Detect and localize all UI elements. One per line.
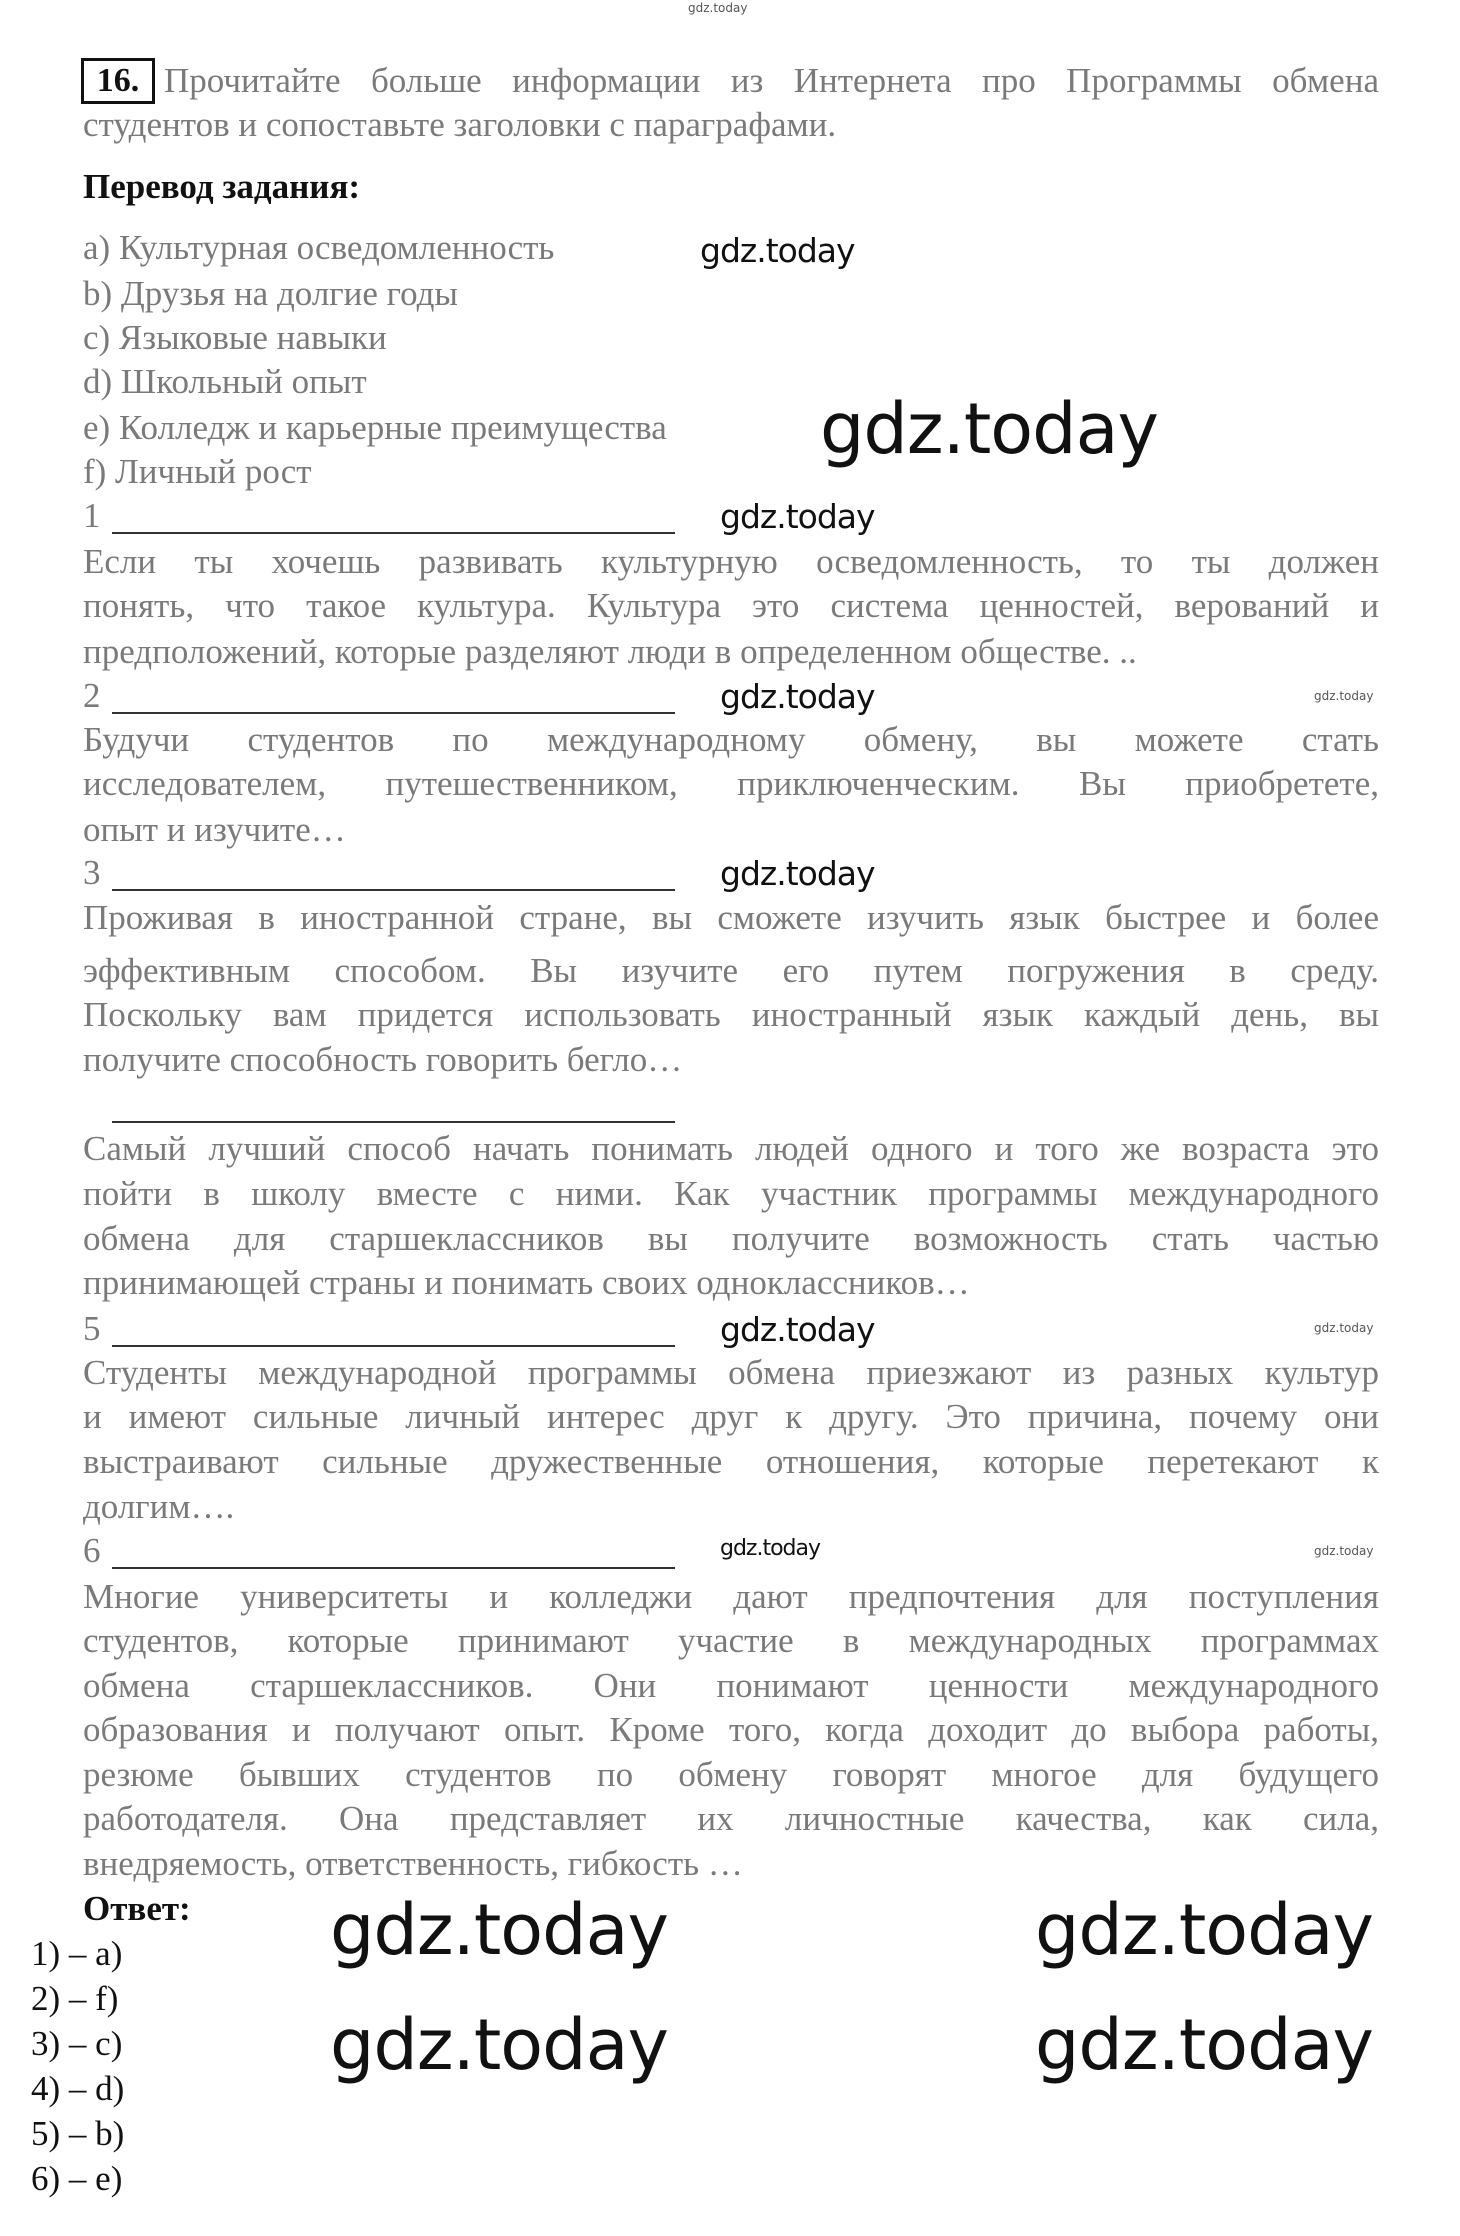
translation-heading: Перевод задания:: [83, 167, 361, 206]
heading-option: f) Личный рост: [83, 452, 312, 491]
heading-option: e) Колледж и карьерные преимущества: [83, 408, 667, 447]
paragraph-line: получите способность говорить бегло…: [83, 1040, 683, 1079]
paragraph-line: внедряемость, ответственность, гибкость …: [83, 1844, 743, 1883]
paragraph-line: опыт и изучите…: [83, 810, 346, 849]
watermark-logo: gdz.today: [720, 1536, 821, 1561]
watermark-logo: gdz.today: [1035, 2004, 1373, 2086]
paragraph-line: Поскольку вам придется использовать иностранный язык каждый день, вы: [83, 995, 1379, 1034]
watermark-logo: gdz.today: [330, 1889, 668, 1971]
task-number: 16.: [81, 58, 155, 104]
watermark-logo: gdz.today: [1314, 1321, 1374, 1335]
paragraph-number: 1: [83, 496, 101, 535]
answer-blank-line: [112, 889, 675, 891]
answer-blank-line: [112, 1121, 675, 1123]
answer-blank-line: [112, 712, 675, 714]
paragraph-line: работодателя. Она представляет их личностные качества, как сила,: [83, 1799, 1379, 1838]
paragraph-line: и имеют сильные личный интерес друг к другу. Это причина, почему они: [83, 1397, 1379, 1436]
paragraph-number: 6: [83, 1531, 101, 1570]
watermark-logo: gdz.today: [720, 497, 875, 536]
answer-blank-line: [112, 532, 675, 534]
paragraph-line: обмена старшеклассников. Они понимают ценности международного: [83, 1666, 1379, 1705]
paragraph-line: Будучи студентов по международному обмену, вы можете стать: [83, 720, 1379, 759]
paragraph-line: долгим….: [83, 1487, 235, 1526]
paragraph-line: исследователем, путешественником, приключенческим. Вы приобретете,: [83, 764, 1379, 803]
watermark-logo: gdz.today: [688, 1, 748, 15]
paragraph-line: эффективным способом. Вы изучите его путем погружения в среду.: [83, 951, 1379, 990]
paragraph-line: понять, что такое культура. Культура это система ценностей, верований и: [83, 586, 1379, 625]
answer-blank-line: [112, 1345, 675, 1347]
answer-item: 3) – c): [31, 2024, 123, 2063]
watermark-logo: gdz.today: [720, 854, 875, 893]
paragraph-line: обмена для старшеклассников вы получите возможность стать частью: [83, 1219, 1379, 1258]
paragraph-number: 2: [83, 676, 101, 715]
watermark-logo: gdz.today: [1314, 1544, 1374, 1558]
watermark-logo: gdz.today: [1035, 1889, 1373, 1971]
instruction-line: студентов и сопоставьте заголовки с параграфами.: [83, 105, 837, 144]
answer-item: 4) – d): [31, 2069, 125, 2108]
watermark-logo: gdz.today: [700, 231, 855, 270]
heading-option: a) Культурная осведомленность: [83, 228, 555, 267]
heading-option: b) Друзья на долгие годы: [83, 274, 458, 313]
paragraph-line: выстраивают сильные дружественные отношения, которые перетекают к: [83, 1442, 1379, 1481]
paragraph-line: Студенты международной программы обмена приезжают из разных культур: [83, 1353, 1379, 1392]
heading-option: d) Школьный опыт: [83, 362, 367, 401]
answer-item: 6) – e): [31, 2159, 123, 2198]
watermark-logo: gdz.today: [720, 677, 875, 716]
answer-item: 2) – f): [31, 1979, 119, 2018]
paragraph-number: 5: [83, 1309, 101, 1348]
paragraph-line: образования и получают опыт. Кроме того, когда доходит до выбора работы,: [83, 1710, 1379, 1749]
watermark-logo: gdz.today: [330, 2004, 668, 2086]
paragraph-line: студентов, которые принимают участие в международных программах: [83, 1621, 1379, 1660]
paragraph-number: 3: [83, 853, 101, 892]
watermark-logo: gdz.today: [720, 1310, 875, 1349]
heading-option: c) Языковые навыки: [83, 318, 387, 357]
answer-heading: Ответ:: [83, 1889, 191, 1928]
instruction-line: Прочитайте больше информации из Интернета про Программы обмена: [164, 61, 1379, 100]
watermark-logo: gdz.today: [1314, 689, 1374, 703]
paragraph-line: предположений, которые разделяют люди в определенном обществе. ..: [83, 632, 1137, 671]
paragraph-line: Самый лучший способ начать понимать людей одного и того же возраста это: [83, 1129, 1379, 1168]
answer-item: 1) – a): [31, 1934, 123, 1973]
answer-blank-line: [112, 1567, 675, 1569]
paragraph-line: пойти в школу вместе с ними. Как участник программы международного: [83, 1174, 1379, 1213]
paragraph-line: Многие университеты и колледжи дают предпочтения для поступления: [83, 1577, 1379, 1616]
paragraph-line: Если ты хочешь развивать культурную осведомленность, то ты должен: [83, 542, 1379, 581]
answer-item: 5) – b): [31, 2114, 125, 2153]
paragraph-line: Проживая в иностранной стране, вы сможете изучить язык быстрее и более: [83, 898, 1379, 937]
paragraph-line: резюме бывших студентов по обмену говорят многое для будущего: [83, 1755, 1379, 1794]
watermark-logo: gdz.today: [820, 388, 1158, 470]
paragraph-line: принимающей страны и понимать своих одноклассников…: [83, 1263, 970, 1302]
